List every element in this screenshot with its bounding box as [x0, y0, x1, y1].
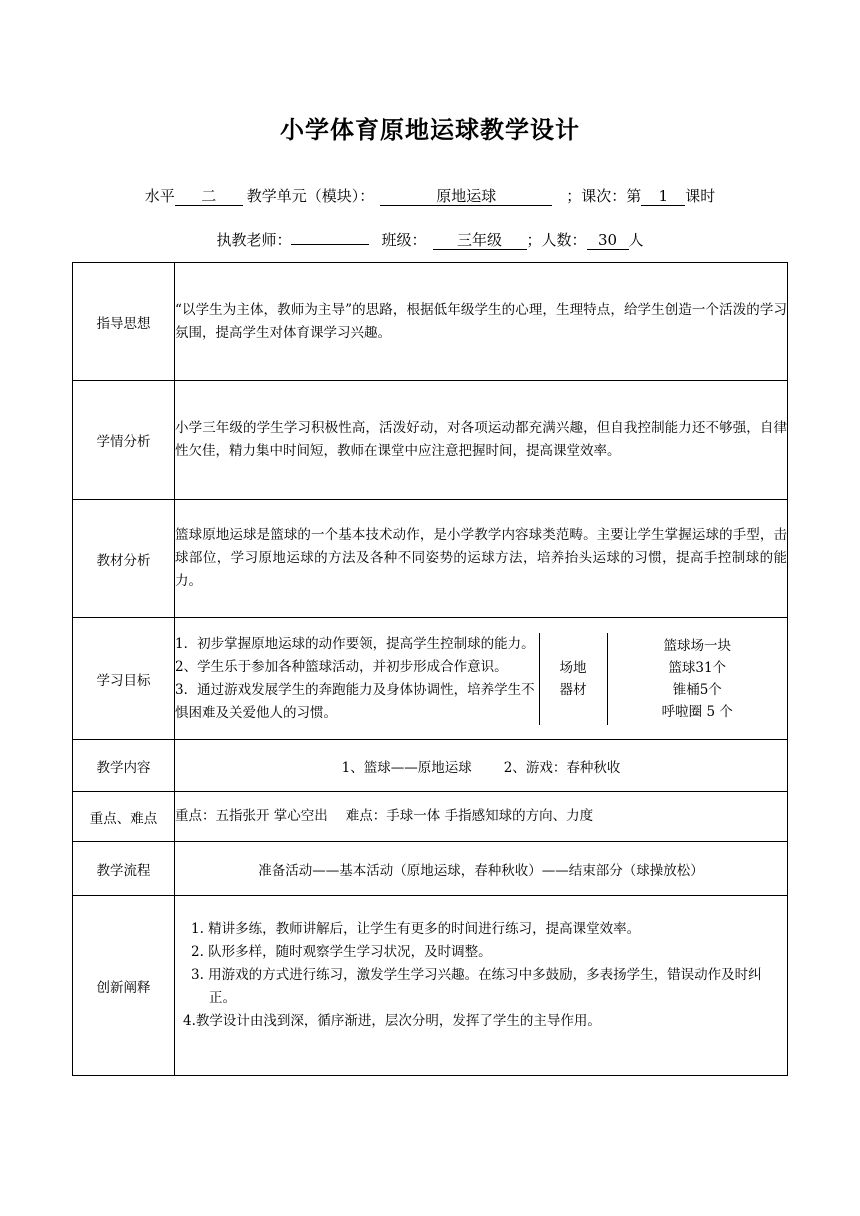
- material-label: 教材分析: [73, 500, 175, 618]
- equipment-list: [607, 633, 787, 725]
- level-value: 二: [175, 187, 243, 206]
- students-text: 小学三年级的学生学习积极性高，活泼好动，对各项运动都充满兴趣，但自我控制能力还不够强，自律性欠佳，精力集中时间短，教师在课堂中应注意把握时间，提高课堂效率。: [175, 381, 788, 500]
- row-flow: [73, 842, 788, 896]
- guiding-label: 指导思想: [73, 263, 175, 381]
- lesson-suffix: 课时: [685, 187, 716, 205]
- equipment-label: [539, 633, 607, 725]
- goal-item: 1．初步掌握原地运球的动作要领，提高学生控制球的能力。: [175, 635, 535, 652]
- content-item-2: 2、游戏：春种秋收: [503, 759, 621, 776]
- equipment-label-line2: 器材: [559, 681, 587, 698]
- equipment-item: 呼啦圈 5 个: [661, 703, 733, 720]
- row-material: [73, 500, 788, 618]
- class-value: 三年级: [433, 231, 527, 250]
- row-focus: [73, 792, 788, 842]
- unit-value: 原地运球: [380, 187, 552, 206]
- focus-key: 重点：五指张开 掌心空出: [175, 808, 328, 824]
- goal-item: 2、学生乐于参加各种篮球活动，并初步形成合作意识。: [175, 658, 508, 675]
- level-label: 水平: [144, 187, 175, 205]
- innovation-cell: [175, 896, 788, 1076]
- innovation-item: 2. 队形多样，随时观察学生学习状况，及时调整。: [191, 944, 492, 960]
- students-label: 学情分析: [73, 381, 175, 500]
- lesson-value: 1: [641, 187, 685, 206]
- flow-label: 教学流程: [73, 842, 175, 896]
- innovation-item: 4.教学设计由浅到深，循序渐进，层次分明，发挥了学生的主导作用。: [183, 1013, 601, 1029]
- document-title: 小学体育原地运球教学设计: [280, 116, 580, 144]
- class-label: 班级：: [381, 231, 427, 249]
- lesson-plan-table: [72, 262, 788, 1076]
- guiding-text: “以学生为主体，教师为主导”的思路，根据低年级学生的心理，生理特点，给学生创造一个活泼的学习氛围，提高学生对体育课学习兴趣。: [175, 263, 788, 381]
- row-content: [73, 740, 788, 792]
- teacher-value: [291, 244, 369, 245]
- content-text: [175, 740, 788, 792]
- teacher-info-line: [0, 229, 860, 250]
- row-innovation: [73, 896, 788, 1076]
- focus-text: [175, 792, 788, 842]
- content-label: 教学内容: [73, 740, 175, 792]
- lesson-label: ；课次：第: [566, 187, 642, 205]
- focus-difficulty: 难点：手球一体 手指感知球的方向、力度: [345, 808, 594, 824]
- row-goals: [73, 618, 788, 740]
- equipment-label-line1: 场地: [559, 659, 587, 676]
- content-item-1: 1、篮球——原地运球: [341, 759, 472, 776]
- goals-label: 学习目标: [73, 618, 175, 740]
- innovation-item: 3. 用游戏的方式进行练习，激发学生学习兴趣。在练习中多鼓励，多表扬学生，错误动作及时纠正。: [191, 967, 762, 1006]
- row-guiding: [73, 263, 788, 381]
- count-value: 30: [587, 231, 629, 250]
- equipment-item: 锥桶5个: [672, 681, 722, 698]
- goals-inner-table: [175, 633, 787, 725]
- equipment-item: 篮球31个: [668, 659, 727, 676]
- count-suffix: 人: [628, 231, 644, 249]
- unit-label: 教学单元（模块）：: [246, 187, 375, 205]
- goal-item: 3．通过游戏发展学生的奔跑能力及身体协调性，培养学生不惧困难及关爱他人的习惯。: [175, 681, 535, 721]
- flow-text: 准备活动——基本活动（原地运球，春种秋收）——结束部分（球操放松）: [175, 842, 788, 896]
- teacher-label: 执教老师：: [216, 231, 292, 249]
- goals-list: [175, 633, 539, 725]
- goals-cell: [175, 618, 788, 740]
- count-label: ；人数：: [526, 231, 587, 249]
- lesson-info-line: [0, 185, 860, 206]
- row-students: [73, 381, 788, 500]
- innovation-list: [175, 918, 787, 1033]
- focus-label: 重点、难点: [73, 792, 175, 842]
- innovation-item: 1. 精讲多练，教师讲解后，让学生有更多的时间进行练习，提高课堂效率。: [191, 921, 641, 937]
- material-text: 篮球原地运球是篮球的一个基本技术动作，是小学教学内容球类范畴。主要让学生掌握运球的手型，击球部位，学习原地运球的方法及各种不同姿势的运球方法，培养抬头运球的习惯，提高手控制球的能力。: [175, 500, 788, 618]
- equipment-item: 篮球场一块: [663, 637, 731, 654]
- innovation-label: 创新阐释: [73, 896, 175, 1076]
